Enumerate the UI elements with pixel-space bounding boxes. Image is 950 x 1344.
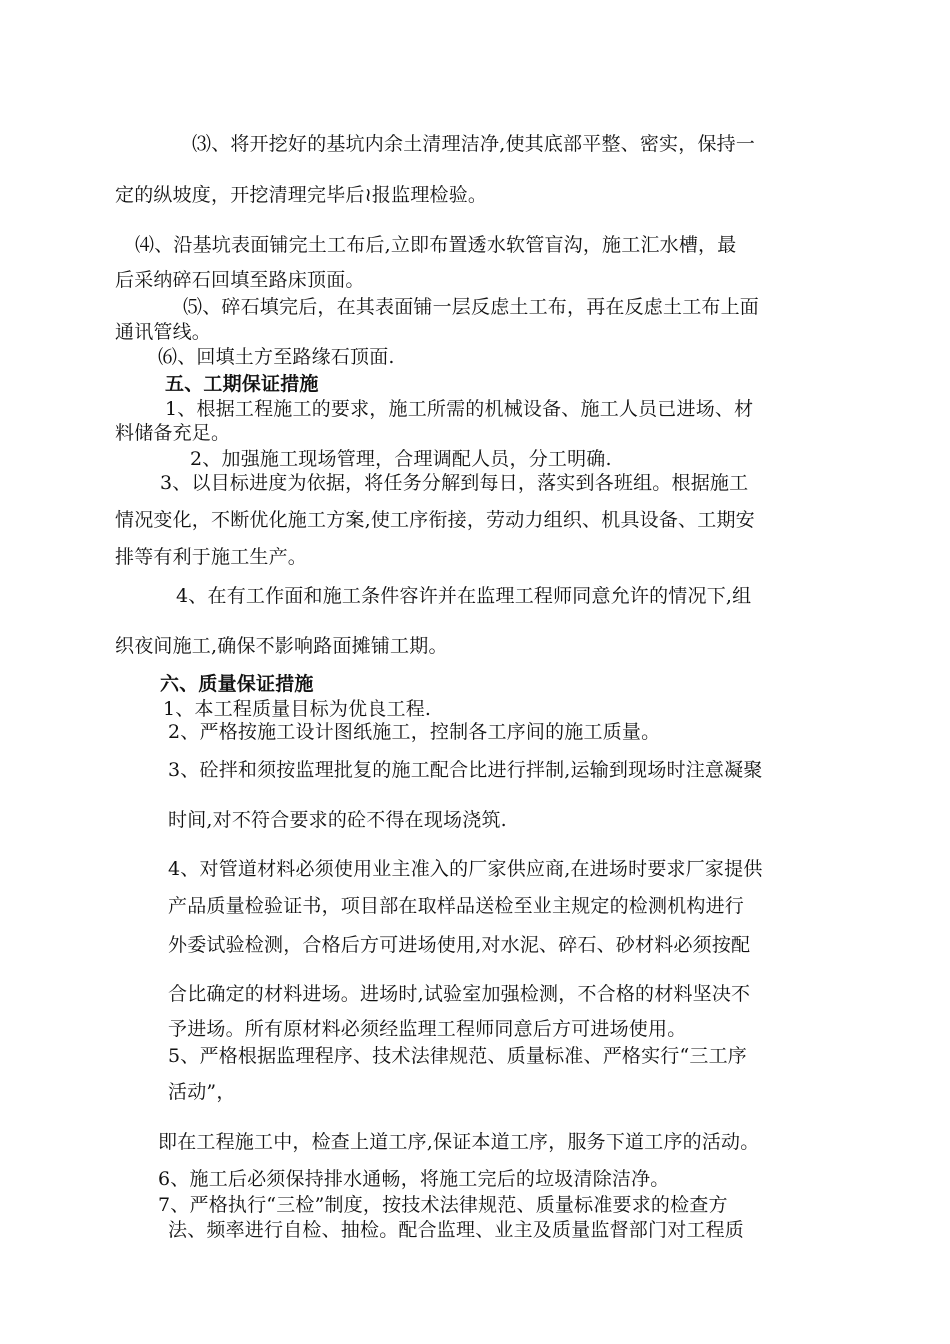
section-heading: 六、质量保证措施 <box>160 673 314 695</box>
text-line: 7、严格执行“三检”制度，按技术法律规范、质量标准要求的检查方 <box>158 1194 728 1216</box>
text-line: ⑷、沿基坑表面铺完土工布后,立即布置透水软管盲沟，施工汇水槽，最 <box>135 234 737 256</box>
text-line: ⑹、回填土方至路缘石顶面. <box>158 346 395 368</box>
text-line: 2、严格按施工设计图纸施工，控制各工序间的施工质量。 <box>168 721 661 743</box>
text-line: ⑸、碎石填完后，在其表面铺一层反虑土工布，再在反虑土工布上面 <box>183 296 760 318</box>
text-line: 即在工程施工中，检查上道工序,保证本道工序，服务下道工序的活动。 <box>158 1131 760 1153</box>
text-line: 2、加强施工现场管理，合理调配人员，分工明确. <box>190 448 612 470</box>
text-line: 法、频率进行自检、抽检。配合监理、业主及质量监督部门对工程质 <box>168 1219 745 1241</box>
text-line: 定的纵坡度，开挖清理完毕后≀报监理检验。 <box>115 184 488 206</box>
text-line: 通讯管线。 <box>115 321 212 343</box>
text-line: 活动”， <box>168 1081 236 1103</box>
text-line: 织夜间施工,确保不影响路面摊铺工期。 <box>115 635 448 657</box>
text-line: 外委试验检测，合格后方可进场使用,对水泥、碎石、砂材料必须按配 <box>168 934 751 956</box>
text-line: 4、对管道材料必须使用业主准入的厂家供应商,在进场时要求厂家提供 <box>168 858 763 880</box>
text-line: 予进场。所有原材料必须经监理工程师同意后方可进场使用。 <box>168 1018 687 1040</box>
text-line: ⑶、将开挖好的基坑内余土清理洁净,使其底部平整、密实，保持一 <box>192 133 756 155</box>
text-line: 料储备充足。 <box>115 422 231 444</box>
text-line: 1、根据工程施工的要求，施工所需的机械设备、施工人员已进场、材 <box>165 398 754 420</box>
text-line: 时间,对不符合要求的砼不得在现场浇筑. <box>168 809 507 831</box>
text-line: 排等有利于施工生产。 <box>115 546 308 568</box>
text-line: 4、在有工作面和施工条件容许并在监理工程师同意允许的情况下,组 <box>176 585 752 607</box>
text-line: 3、以目标进度为依据，将任务分解到每日，落实到各班组。根据施工 <box>160 472 749 494</box>
text-line: 1、本工程质量目标为优良工程. <box>163 698 432 720</box>
section-heading: 五、工期保证措施 <box>165 373 319 395</box>
text-line: 后采纳碎石回填至路床顶面。 <box>115 269 365 291</box>
text-line: 合比确定的材料进场。进场时,试验室加强检测，不合格的材料坚决不 <box>168 983 751 1005</box>
text-line: 5、严格根据监理程序、技术法律规范、质量标准、严格实行“三工序 <box>168 1045 748 1067</box>
text-line: 3、砼拌和须按监理批复的施工配合比进行拌制,运输到现场时注意凝聚 <box>168 759 763 781</box>
text-line: 6、施工后必须保持排水通畅，将施工完后的垃圾清除洁净。 <box>158 1168 670 1190</box>
text-line: 产品质量检验证书，项目部在取样品送检至业主规定的检测机构进行 <box>168 895 745 917</box>
text-line: 情况变化，不断优化施工方案,使工序衔接，劳动力组织、机具设备、工期安 <box>115 509 755 531</box>
